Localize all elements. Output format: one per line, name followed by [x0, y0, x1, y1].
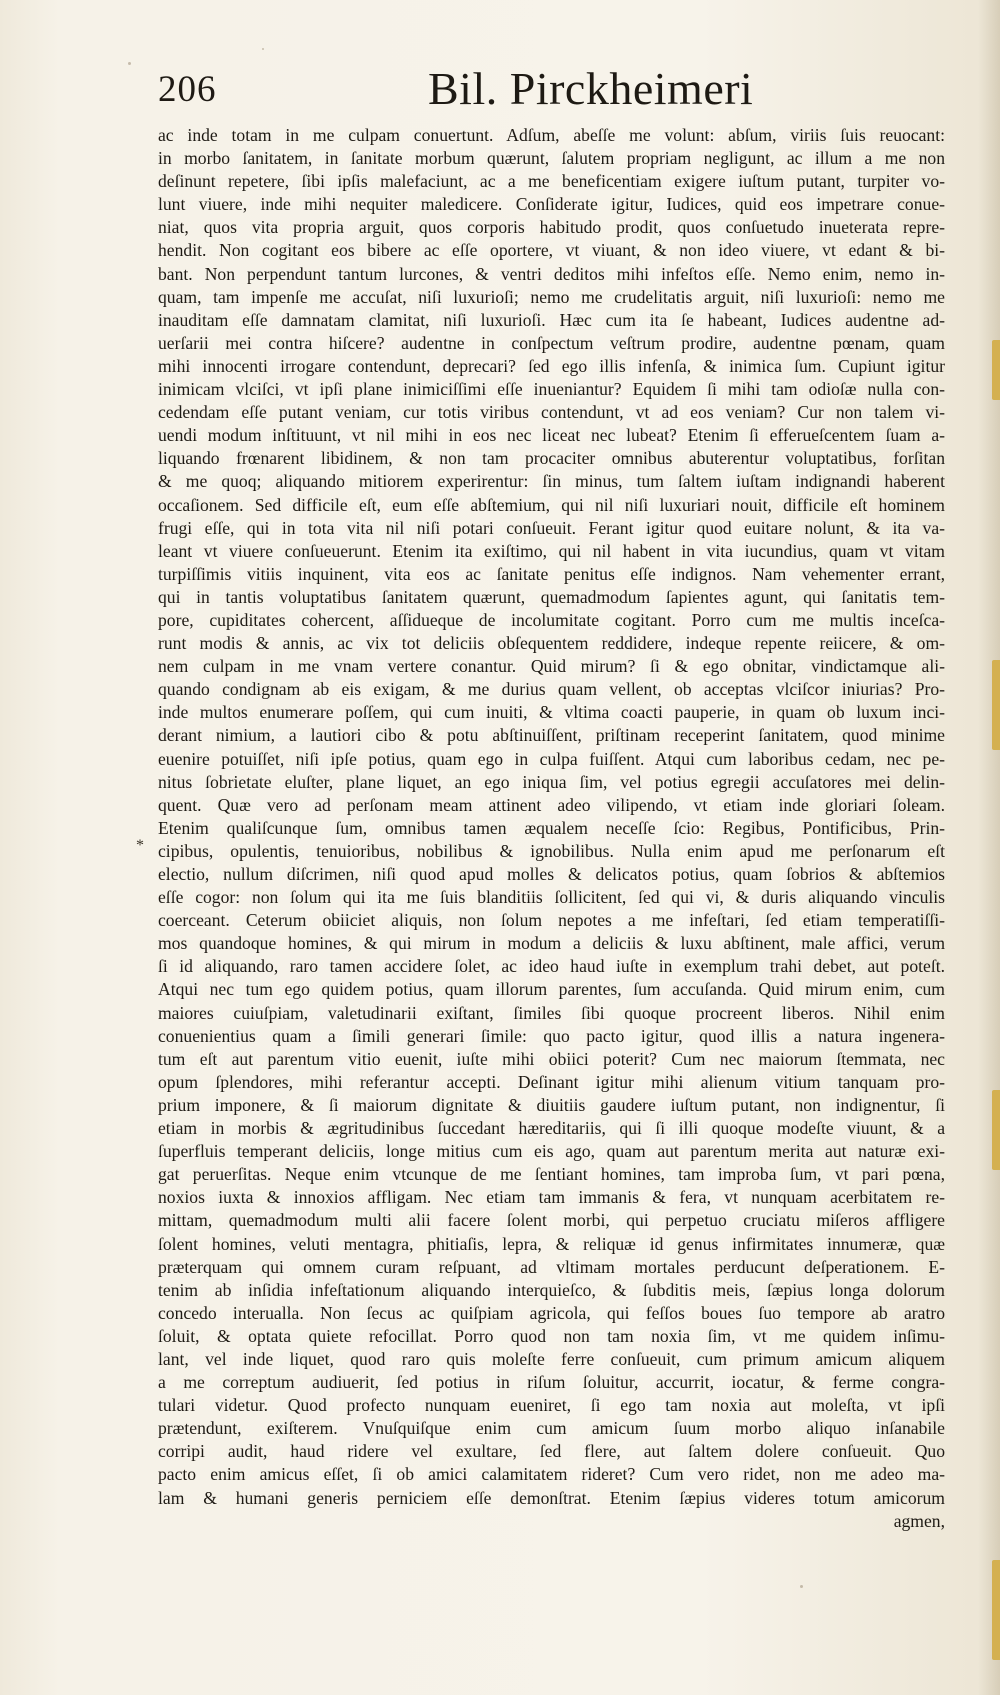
- text-line: inauditam eſſe damnatam clamitat, niſi luxurioſi. Hæc cum ita ſe habeant, Iudices audentne ad-: [158, 309, 945, 330]
- text-line: niat, quos vita propria arguit, quos corporis habitudo prodit, quos conſuetudo inueterata repre-: [158, 217, 945, 238]
- text-line: prium imponere, & ſi maiorum dignitate & diuitiis gaudere iuſtum putant, non indignentur, ſi: [158, 1094, 945, 1115]
- text-line: eſſe cogor: non ſolum qui ita me ſuis blanditiis ſollicitent, ſed qui vi, & duris aliquando vinculis: [158, 887, 945, 908]
- text-line: a me correptum audiuerit, ſed potius in riſum ſoluitur, accurrit, iocatur, & ferme congra-: [158, 1372, 945, 1393]
- margin-mark: *: [136, 837, 144, 854]
- text-line: coerceant. Ceterum obiiciet aliquis, non ſolum nepotes a me infeſtari, ſed etiam temperatiſſi-: [158, 910, 945, 931]
- text-line: nem culpam in me vnam vertere conantur. Quid mirum? ſi & ego obnitar, vindictamque ali-: [158, 656, 945, 677]
- paper-speck: [128, 62, 131, 65]
- text-line: mihi innocenti irrogare contendunt, deprecari? ſed ego illis infenſa, & inimica ſum. Cupiunt igitur: [158, 355, 945, 376]
- text-line: maiores cuiuſpiam, valetudinarii exiſtant, ſimiles ſibi quoque procreent liberos. Nihil enim: [158, 1002, 945, 1023]
- text-line: cedendam eſſe putant veniam, cur totis viribus contendunt, vt ad eos veniam? Cur non talem vi-: [158, 402, 945, 423]
- text-line: & me quoq; aliquando mitiorem experirentur: ſin minus, tum ſaltem iuſtam indignandi haberent: [158, 471, 945, 492]
- text-line: ac inde totam in me culpam conuertunt. Adſum, abeſſe me volunt: abſum, viriis ſuis reuocant:: [158, 125, 945, 145]
- text-line: liquando frœnarent libidinem, & non tam procaciter omnibus abuterentur voluptatibus, forſitan: [158, 448, 945, 469]
- text-line: hendit. Non cogitant eos bibere ac eſſe oportere, vt viuant, & non ideo viuere, vt edant & bi-: [158, 240, 945, 261]
- catchword: agmen,: [893, 1510, 945, 1531]
- text-line: quando condignam ab eis exigam, & me durius quam vellent, ob acceptas vlciſcor iniurias? Pro-: [158, 679, 945, 700]
- text-line: mittam, quemadmodum multi alii facere ſolent morbi, qui perpetuo cruciatu miſeros affligere: [158, 1210, 945, 1231]
- page-header: [158, 62, 938, 120]
- text-line: conuenientius quam a ſimili generari ſimile: quo pacto igitur, quod illis a natura ingenera-: [158, 1025, 945, 1046]
- text-line: pacto enim amicus eſſet, ſi ob amici calamitatem rideret? Cum vero ridet, non me adeo ma-: [158, 1464, 945, 1485]
- text-line: lam & humani generis perniciem eſſe demonſtrat. Etenim ſæpius videres totum amicorum: [158, 1487, 945, 1508]
- text-line: corripi audit, haud ridere vel exultare, ſed flere, aut ſaltem dolere conſueuit. Quo: [158, 1441, 945, 1462]
- text-line: tulari videtur. Quod profecto nunquam eueniret, ſi ego tam noxia aut moleſta, vt ipſi: [158, 1395, 945, 1416]
- text-line: euenire potuiſſet, niſi ipſe potius, quam ego in culpa fuiſſent. Atqui cum laboribus cedam, nec pe-: [158, 748, 945, 769]
- text-line: tenim ab inſidia infeſtationum aliquando interquieſco, & ſubditis meis, ſæpius longa dolorum: [158, 1279, 945, 1300]
- text-line: qui in tantis voluptatibus ſanitatem quærunt, quemadmodum ſapientes agunt, qui ſanitatis tem-: [158, 586, 945, 607]
- text-line: pore, cupiditates cohercent, aſſidueque de incolumitate cogitant. Porro cum me multis inceſca-: [158, 609, 945, 630]
- body-text: [158, 124, 945, 1533]
- text-line: ſoluit, & optata quiete refocillat. Porro quod non tam noxia ſim, vt me quidem inſimu-: [158, 1325, 945, 1346]
- text-line: in morbo ſanitatem, in ſanitate morbum quærunt, ſalutem propriam negligunt, ac illum a me non: [158, 148, 945, 169]
- text-line: nitus ſobrietate eluſter, plane liquet, an ego iniqua ſim, vel potius egregii accuſatores mei delin-: [158, 771, 945, 792]
- text-line: opum ſplendores, mihi referantur accepti. Deſinant igitur mihi alienum vitium tanquam pro-: [158, 1071, 945, 1092]
- text-line: turpiſſimis vitiis inquinent, vita eos ac ſanitate penitus eſſe indignos. Nam vehementer errant,: [158, 563, 945, 584]
- page-number: 206: [158, 69, 217, 110]
- text-line: quam, tam impenſe me accuſat, niſi luxurioſi; nemo me crudelitatis arguit, niſi luxurioſi: nemo me: [158, 286, 945, 307]
- text-line: derant nimium, a lautiori cibo & potu abſtinuiſſent, priſtinam receperint ſanitatem, quod minime: [158, 725, 945, 746]
- text-line: Atqui nec tum ego quidem potius, quam illorum parentes, ſum accuſanda. Quid mirum enim, cum: [158, 979, 945, 1000]
- paper-speck: [800, 1585, 803, 1588]
- text-line: electio, nullum diſcrimen, niſi quod apud molles & delicatos potius, quam ſobrios & abſtemios: [158, 864, 945, 884]
- page-edge-tab: [992, 660, 1000, 750]
- page-edge-shadow: [978, 0, 1000, 1695]
- text-line: leant vt viuere conſueuerunt. Etenim ita exiſtimo, qui nil habent in vita iucundius, quam vt vitam: [158, 540, 945, 561]
- text-line: uerſarii mei contra hiſcere? audentne in conſpectum veſtrum prodire, audentne pœnam, quam: [158, 332, 945, 353]
- page-edge-tab: [992, 340, 1000, 400]
- text-line: uendi modum inſtituunt, vt nil mihi in eos nec liceat nec lubeat? Etenim ſi efferueſcentem ſuam a-: [158, 425, 945, 446]
- text-line: bant. Non perpendunt tantum lurcones, & ventri deditos mihi infeſtos eſſe. Nemo enim, nemo in-: [158, 263, 945, 284]
- text-line: lunt viuere, inde mihi nequiter maledicere. Conſiderate igitur, Iudices, quid eos impetrare conue-: [158, 194, 945, 215]
- text-line: quent. Quæ vero ad perſonam meam attinent adeo vilipendo, vt etiam inde gloriari ſoleam.: [158, 794, 945, 815]
- page-edge-tab: [992, 1090, 1000, 1170]
- text-line: tum eſt aut parentum vitio euenit, iuſte mihi obiici poterit? Cum nec maiorum ſtemmata, nec: [158, 1048, 945, 1069]
- text-line: Etenim qualiſcunque ſum, omnibus tamen æqualem neceſſe ſcio: Regibus, Pontificibus, Prin-: [158, 817, 945, 838]
- text-line: inimicam vlciſci, vt ipſi plane inimiciſſimi eſſe inueniantur? Equidem ſi mihi tam odioſæ nulla con-: [158, 379, 945, 400]
- text-line: concedo interualla. Non ſecus ac quiſpiam agricola, qui feſſos boues ſuo tempore ab aratro: [158, 1302, 945, 1323]
- running-head: Bil. Pirckheimeri: [428, 63, 754, 114]
- text-line: lant, vel inde liquet, quod raro quis moleſte ferre conſueuit, cum primum amicum aliquem: [158, 1348, 945, 1369]
- text-line: deſinunt repetere, ſibi ipſis malefaciunt, ac a me beneficentiam exigere iuſtum putant, turpiter vo-: [158, 171, 945, 192]
- text-line: præterquam qui omnem curam reſpuant, ad vltimam mortales perducunt deſperationem. E-: [158, 1256, 945, 1277]
- text-line: etiam in morbis & ægritudinibus ſuccedant hæreditariis, qui ſi illi quoque modeſte viuunt, & a: [158, 1118, 945, 1139]
- text-line: gat peruerſitas. Neque enim vtcunque de me ſentiant homines, tam improba ſum, vt pari pœna,: [158, 1164, 945, 1185]
- page-edge-tab: [992, 1560, 1000, 1660]
- text-line: ſolent homines, veluti mentagra, phitiaſis, lepra, & reliquæ id genus infirmitates innumeræ, quæ: [158, 1233, 945, 1254]
- text-line: prætendunt, exiſterem. Vnuſquiſque enim cum amicum ſuum morbo aliquo inſanabile: [158, 1418, 945, 1439]
- text-line: ſi id aliquando, raro tamen accidere ſolet, ac ideo haud iuſte in exemplum trahi debet, aut poteſt.: [158, 956, 945, 977]
- text-line: cipibus, opulentis, tenuioribus, nobilibus & ignobilibus. Nulla enim apud me perſonarum eſt: [158, 840, 945, 861]
- text-line: noxios iuxta & innoxios affligam. Nec etiam tam immanis & fera, vt nunquam acerbitatem re-: [158, 1187, 945, 1208]
- text-line: ſuperfluis temperant deliciis, longe mitius cum eis ago, quam aut parentum merita aut naturæ exi-: [158, 1141, 945, 1162]
- text-line: runt modis & annis, ac vix tot deliciis obſequentem reddidere, indeque repente reiicere, & om-: [158, 633, 945, 654]
- text-line: mos quandoque homines, & qui mirum in modum a deliciis & luxu abſtinent, male affici, verum: [158, 933, 945, 954]
- text-line: occaſionem. Sed difficile eſt, eum eſſe abſtemium, qui nil niſi luxuriari nouit, difficile eſt hominem: [158, 494, 945, 515]
- text-line: inde multos enumerare poſſem, qui cum inuiti, & vltima coacti pauperie, in quam ob luxum inci-: [158, 702, 945, 723]
- paper-speck: [262, 48, 264, 50]
- text-line: frugi eſſe, qui in tota vita nil niſi potari conſueuit. Ferant igitur quod euitare nolunt, & ita va-: [158, 517, 945, 538]
